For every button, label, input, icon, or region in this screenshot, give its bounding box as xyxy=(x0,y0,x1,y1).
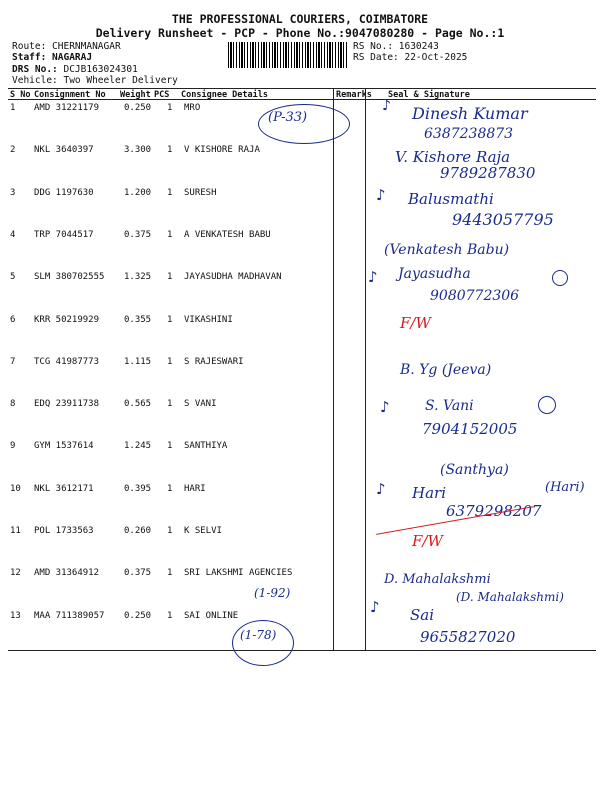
cell-weight: 0.260 xyxy=(124,526,152,536)
drs-value: DCJB163024301 xyxy=(63,64,138,75)
cell-consignee: VIKASHINI xyxy=(184,315,233,325)
cell-consignment: AMD 31364912 xyxy=(34,568,100,578)
col-sno: S No xyxy=(10,90,31,100)
handwriting-phone-3: 9443057795 xyxy=(452,210,554,229)
cell-sno: 11 xyxy=(10,526,21,536)
cell-consignee: SURESH xyxy=(184,188,217,198)
handwriting-name-3: Balusmathi xyxy=(408,190,494,208)
cell-consignment: DDG 1197630 xyxy=(34,188,94,198)
handwriting-name-12: D. Mahalakshmi xyxy=(384,572,491,587)
cell-sno: 10 xyxy=(10,484,21,494)
cell-sno: 4 xyxy=(10,230,16,240)
cell-consignment: SLM 380702555 xyxy=(34,272,105,282)
cell-pcs: 1 xyxy=(167,145,173,155)
cell-pcs: 1 xyxy=(167,315,173,325)
cell-consignment: MAA 711389057 xyxy=(34,611,105,621)
cell-weight: 0.355 xyxy=(124,315,152,325)
cell-consignee: V KISHORE RAJA xyxy=(184,145,260,155)
cell-consignment: NKL 3640397 xyxy=(34,145,94,155)
cell-pcs: 1 xyxy=(167,399,173,409)
barcode-image xyxy=(228,42,348,68)
circle-mark xyxy=(552,270,568,286)
circle-mark xyxy=(258,104,350,144)
col-consignee: Consignee Details xyxy=(181,90,268,100)
handwriting-name-8: S. Vani xyxy=(425,398,474,414)
handwriting-fw-2: F/W xyxy=(412,532,443,550)
route-label: Route: CHERNMANAGAR xyxy=(12,41,121,52)
sig-mark: ♪ xyxy=(368,268,378,286)
col-remarks: Remarks xyxy=(336,90,372,100)
cell-consignee: SAI ONLINE xyxy=(184,611,239,621)
handwriting-phone-13: 9655827020 xyxy=(420,628,516,646)
sig-mark: ♪ xyxy=(376,480,386,498)
cell-pcs: 1 xyxy=(167,272,173,282)
handwriting-name-13: Sai xyxy=(410,606,435,624)
cell-consignee: MRO xyxy=(184,103,201,113)
cell-pcs: 1 xyxy=(167,568,173,578)
handwriting-ref-12: (1-92) xyxy=(254,586,291,600)
handwriting-name-1: Dinesh Kumar xyxy=(412,104,528,123)
handwriting-name-7: B. Yg (Jeeva) xyxy=(400,362,492,378)
cell-sno: 8 xyxy=(10,399,16,409)
cell-consignment: POL 1733563 xyxy=(34,526,94,536)
signature-divider xyxy=(365,88,366,650)
cell-weight: 0.250 xyxy=(124,103,152,113)
cell-consignment: NKL 3612171 xyxy=(34,484,94,494)
sig-mark: ♪ xyxy=(376,186,386,204)
sig-dinesh: ♪ xyxy=(382,98,391,114)
cell-sno: 13 xyxy=(10,611,21,621)
cell-weight: 0.375 xyxy=(124,230,152,240)
handwriting-name-5: Jayasudha xyxy=(398,266,471,282)
col-weight: Weight xyxy=(120,90,151,100)
cell-pcs: 1 xyxy=(167,611,173,621)
table-bottom-rule xyxy=(8,650,596,651)
cell-sno: 3 xyxy=(10,188,16,198)
cell-consignee: S RAJESWARI xyxy=(184,357,244,367)
cell-consignment: TRP 7044517 xyxy=(34,230,94,240)
cell-consignment: EDQ 23911738 xyxy=(34,399,100,409)
handwriting-phone-5: 9080772306 xyxy=(430,288,520,304)
cell-pcs: 1 xyxy=(167,484,173,494)
cell-weight: 0.395 xyxy=(124,484,152,494)
cell-sno: 2 xyxy=(10,145,16,155)
handwriting-name-9: (Santhya) xyxy=(440,462,509,478)
handwriting-name-10b: (Hari) xyxy=(545,480,585,495)
cell-consignee: S VANI xyxy=(184,399,217,409)
sig-mark: ♪ xyxy=(380,398,390,416)
runsheet-subtitle: Delivery Runsheet - PCP - Phone No.:9047080280 - Page No.:1 xyxy=(95,26,505,40)
company-title: THE PROFESSIONAL COURIERS, COIMBATORE xyxy=(171,12,429,26)
cell-pcs: 1 xyxy=(167,103,173,113)
cell-weight: 3.300 xyxy=(124,145,152,155)
handwriting-phone-8: 7904152005 xyxy=(422,420,518,438)
vehicle-label: Vehicle: Two Wheeler Delivery xyxy=(12,75,178,86)
staff-key: Staff: xyxy=(12,52,53,63)
cell-sno: 12 xyxy=(10,568,21,578)
cell-sno: 6 xyxy=(10,315,16,325)
drs-label xyxy=(12,64,138,75)
circle-mark xyxy=(232,620,294,666)
cell-sno: 7 xyxy=(10,357,16,367)
cell-consignee: JAYASUDHA MADHAVAN xyxy=(184,272,282,282)
cell-weight: 0.565 xyxy=(124,399,152,409)
cell-consignment: GYM 1537614 xyxy=(34,441,94,451)
staff-label xyxy=(12,52,92,63)
handwriting-p33: (P-33) xyxy=(268,110,308,125)
cell-pcs: 1 xyxy=(167,230,173,240)
cell-consignee: A VENKATESH BABU xyxy=(184,230,271,240)
cell-weight: 1.115 xyxy=(124,357,152,367)
handwriting-phone-1: 6387238873 xyxy=(424,126,514,142)
cell-consignee: HARI xyxy=(184,484,206,494)
cell-pcs: 1 xyxy=(167,188,173,198)
cell-sno: 1 xyxy=(10,103,16,113)
cell-pcs: 1 xyxy=(167,357,173,367)
table-top-rule xyxy=(8,88,596,89)
sig-mark: ♪ xyxy=(370,598,380,616)
remarks-divider xyxy=(333,88,334,650)
handwriting-ref-13: (1-78) xyxy=(240,628,277,642)
drs-key: DRS No.: xyxy=(12,64,64,75)
cell-sno: 5 xyxy=(10,272,16,282)
cell-consignee: SANTHIYA xyxy=(184,441,228,451)
handwriting-fw-1: F/W xyxy=(400,314,431,332)
cell-weight: 1.245 xyxy=(124,441,152,451)
cell-consignment: AMD 31221179 xyxy=(34,103,100,113)
handwriting-name-12b: (D. Mahalakshmi) xyxy=(456,590,564,604)
col-pcs: PCS xyxy=(154,90,170,100)
handwriting-phone-2: 9789287830 xyxy=(440,164,536,182)
handwriting-name-4: (Venkatesh Babu) xyxy=(384,242,510,258)
cell-consignment: KRR 50219929 xyxy=(34,315,100,325)
staff-value: NAGARAJ xyxy=(52,52,93,63)
circle-mark xyxy=(538,396,556,414)
cell-consignee: SRI LAKSHMI AGENCIES xyxy=(184,568,293,578)
rs-date: RS Date: 22-Oct-2025 xyxy=(353,52,468,63)
cell-weight: 0.375 xyxy=(124,568,152,578)
cell-pcs: 1 xyxy=(167,526,173,536)
cell-weight: 1.200 xyxy=(124,188,152,198)
col-consignment: Consignment No xyxy=(34,90,106,100)
cell-sno: 9 xyxy=(10,441,16,451)
handwriting-name-10: Hari xyxy=(412,484,446,502)
cell-pcs: 1 xyxy=(167,441,173,451)
cell-consignment: TCG 41987773 xyxy=(34,357,100,367)
cell-weight: 0.250 xyxy=(124,611,152,621)
handwriting-phone-10: 6379298207 xyxy=(446,502,542,520)
rs-number: RS No.: 1630243 xyxy=(353,41,439,52)
cell-consignee: K SELVI xyxy=(184,526,222,536)
handwriting-name-2: V. Kishore Raja xyxy=(395,148,511,166)
col-signature: Seal & Signature xyxy=(388,90,470,100)
cell-weight: 1.325 xyxy=(124,272,152,282)
